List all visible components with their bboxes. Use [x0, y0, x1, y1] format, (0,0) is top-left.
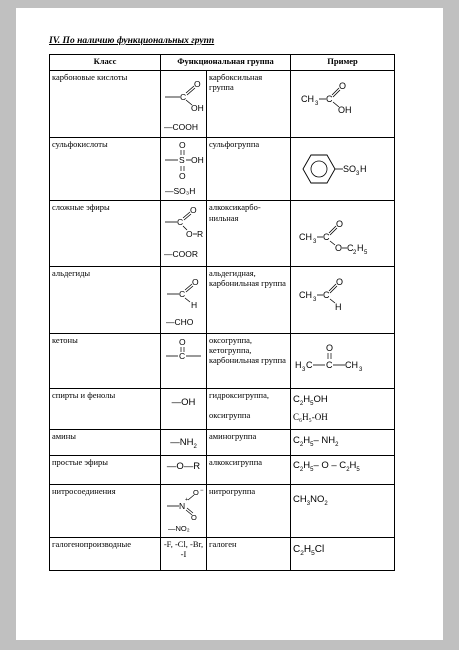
fg-name-cell: оксогруппа, кетогруппа, карбонильная группа: [207, 333, 291, 388]
example-cell: [291, 538, 395, 571]
table-row: [50, 484, 395, 537]
svg-text:C: C: [177, 217, 184, 228]
svg-text:O: O: [194, 79, 201, 89]
class-cell: амины: [50, 429, 161, 455]
carbonyl-structure: [163, 335, 207, 385]
svg-text:O: O: [339, 81, 347, 91]
svg-text:H: H: [191, 299, 198, 310]
class-cell: сложные эфиры: [50, 201, 161, 266]
section-heading: IV. По наличию функциональных групп: [49, 36, 215, 46]
class-cell: карбоновые кислоты: [50, 71, 161, 138]
class-cell: спирты и фенолы: [50, 388, 161, 429]
svg-text:CH: CH: [345, 359, 358, 370]
benzenesulfonic-acid-structure: [293, 139, 393, 197]
svg-text:3: 3: [313, 239, 317, 246]
svg-text:O: O: [336, 276, 344, 287]
svg-text:O: O: [192, 276, 199, 287]
svg-text:C: C: [326, 94, 333, 104]
example-cell: [291, 333, 395, 388]
svg-text:+: +: [185, 496, 189, 503]
fg-name-cell: карбоксильная группа: [207, 71, 291, 138]
aldehyde-structure: [163, 268, 207, 330]
svg-text:OH: OH: [191, 155, 204, 166]
svg-text:C: C: [347, 243, 354, 254]
header-class: Класс: [50, 55, 161, 71]
svg-text:—COOH: —COOH: [164, 122, 198, 132]
class-cell: галогенопроизводные: [50, 538, 161, 571]
acetone-structure: [293, 335, 393, 385]
hydroxyl-group: —OH: [171, 396, 196, 408]
svg-text:O: O: [190, 205, 197, 216]
fg-name-cell: галоген: [207, 538, 291, 571]
svg-text:3: 3: [356, 171, 360, 178]
svg-text:H: H: [335, 301, 342, 312]
svg-text:H: H: [295, 359, 302, 370]
header-example: Пример: [291, 55, 395, 71]
svg-text:OH: OH: [191, 103, 204, 113]
alkoxy-group: —O—R: [166, 460, 201, 472]
svg-text:O: O: [326, 342, 334, 353]
svg-text:R: R: [197, 229, 204, 240]
example-cell: [291, 455, 395, 484]
table-row: [50, 138, 395, 201]
chloroethane-formula: $C_2H_5Cl$: [293, 544, 325, 558]
svg-text:−: −: [200, 487, 204, 494]
example-cell: [291, 484, 395, 537]
carboxyl-structure: [163, 72, 207, 134]
svg-text:—COOR: —COOR: [164, 249, 198, 260]
fg-structure-cell: [161, 71, 207, 138]
table-row: [50, 71, 395, 138]
svg-text:H: H: [357, 243, 364, 254]
svg-text:O: O: [179, 171, 186, 182]
fg-structure-cell: [161, 429, 207, 455]
svg-text:C: C: [326, 359, 333, 370]
svg-text:C: C: [179, 350, 186, 361]
class-cell: альдегиды: [50, 266, 161, 333]
class-cell: сульфокислоты: [50, 138, 161, 201]
acetaldehyde-structure: [293, 268, 393, 330]
diethyl-ether-formula: $C_2H_5-$ O – $C_2H_5$: [293, 459, 360, 473]
example-cell: [291, 71, 395, 138]
fg-name-cell: аминогруппа: [207, 429, 291, 455]
svg-text:CH: CH: [301, 94, 314, 104]
fg-structure-cell: [161, 266, 207, 333]
class-cell: простые эфиры: [50, 455, 161, 484]
header-functional-group: Функциональная группа: [161, 55, 291, 71]
svg-text:CH: CH: [299, 232, 312, 243]
svg-text:O: O: [179, 336, 186, 347]
example-cell: [291, 429, 395, 455]
svg-text:O: O: [336, 219, 344, 230]
table-row: [50, 388, 395, 429]
fg-structure-cell: -F, -Cl, -Br, -I: [161, 538, 207, 571]
svg-text:CH: CH: [299, 289, 312, 300]
svg-text:5: 5: [364, 250, 368, 257]
svg-text:H: H: [360, 164, 367, 175]
fg-structure-cell: [161, 455, 207, 484]
fg-structure-cell: [161, 388, 207, 429]
svg-text:2: 2: [353, 250, 357, 257]
fg-name-cell: алкоксигруппа: [207, 455, 291, 484]
example-cell: [291, 266, 395, 333]
svg-text:O: O: [191, 512, 197, 522]
svg-text:C: C: [180, 92, 187, 102]
table-row: [50, 201, 395, 266]
svg-text:O: O: [179, 140, 186, 151]
svg-text:N: N: [179, 500, 186, 511]
svg-text:C: C: [179, 288, 186, 299]
svg-text:O: O: [186, 229, 193, 240]
ethyl-acetate-structure: [293, 202, 393, 262]
svg-text:3: 3: [302, 366, 306, 373]
fg-name-cell: алкоксикарбо-нильная: [207, 201, 291, 266]
example-cell: [291, 388, 395, 429]
fg-structure-cell: [161, 484, 207, 537]
svg-text:O: O: [193, 487, 199, 497]
table-row: [50, 333, 395, 388]
acetic-acid-structure: [293, 72, 393, 134]
svg-text:OH: OH: [338, 105, 352, 115]
fg-name-cell: альдегидная, карбонильная группа: [207, 266, 291, 333]
table-row: [50, 538, 395, 571]
example-cell: [291, 201, 395, 266]
ester-structure: [163, 202, 207, 262]
svg-text:3: 3: [313, 296, 317, 303]
nitromethane-formula: $CH_3NO_2$: [293, 493, 328, 507]
svg-text:C: C: [323, 232, 330, 243]
example-cell: [291, 138, 395, 201]
svg-text:S: S: [179, 155, 185, 166]
nitro-structure: [163, 486, 207, 534]
class-cell: нитросоединения: [50, 484, 161, 537]
table-row: [50, 429, 395, 455]
svg-text:—SO₃H: —SO₃H: [165, 186, 196, 197]
functional-groups-table: [49, 54, 395, 571]
ethanol-formula: $C_2H_5OH$: [293, 393, 328, 407]
svg-text:—NO₂: —NO₂: [168, 523, 190, 533]
table-header-row: [50, 55, 395, 71]
fg-name: гидроксигруппа,: [209, 389, 269, 400]
svg-text:C: C: [323, 289, 330, 300]
svg-text:SO: SO: [343, 164, 357, 175]
table-row: [50, 266, 395, 333]
fg-name-cell: сульфогруппа: [207, 138, 291, 201]
table-row: [50, 455, 395, 484]
fg-structure-cell: [161, 138, 207, 201]
svg-text:C: C: [306, 359, 313, 370]
svg-text:3: 3: [359, 366, 363, 373]
fg-name-cell: [207, 388, 291, 429]
fg-structure-cell: [161, 201, 207, 266]
svg-text:3: 3: [315, 101, 319, 107]
phenol-formula: C₆H₅-OH: [293, 412, 328, 423]
fg-name-alt: оксигруппа: [209, 410, 251, 421]
fg-structure-cell: [161, 333, 207, 388]
amino-group: $—NH_2$: [170, 436, 197, 450]
class-cell: кетоны: [50, 333, 161, 388]
sulfo-structure: [163, 139, 207, 197]
fg-name-cell: нитрогруппа: [207, 484, 291, 537]
svg-text:—CHO: —CHO: [166, 316, 194, 327]
svg-text:O: O: [335, 243, 343, 254]
ethylamine-formula: $C_2H_5-$ $NH_2$: [293, 434, 339, 448]
